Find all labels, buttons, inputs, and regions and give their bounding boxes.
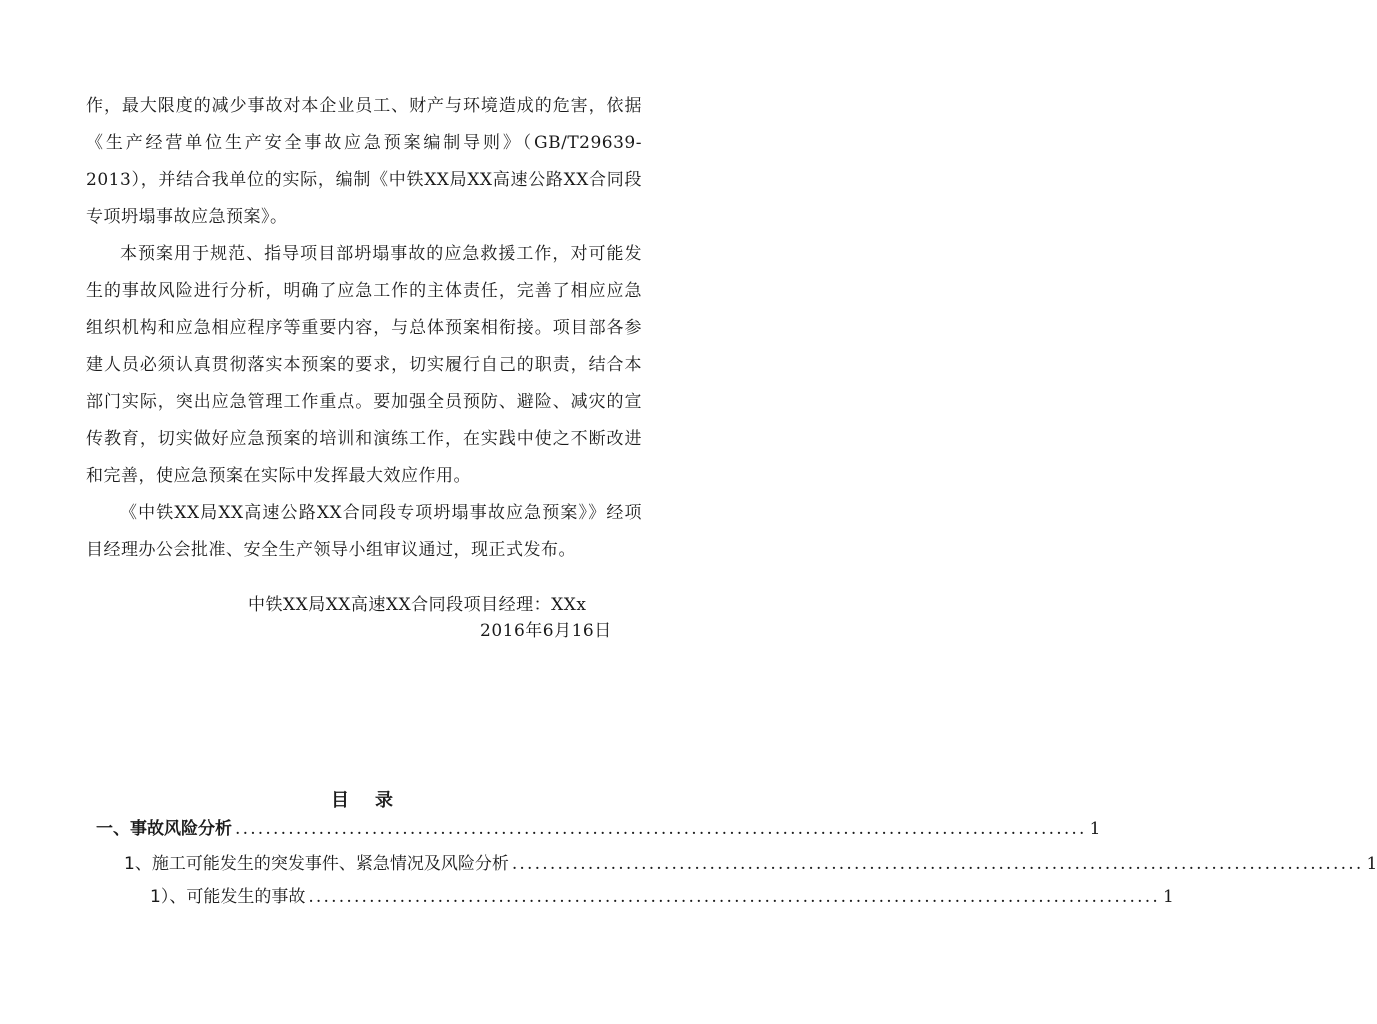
- toc-leader-dots: ................................................................................................................: [511, 854, 1364, 874]
- toc-leader-dots: ................................................................................................................: [308, 887, 1160, 907]
- body-paragraph-3: 《中铁XX局XX高速公路XX合同段专项坍塌事故应急预案》》经项目经理办公会批准、安全生产领导小组审议通过，现正式发布。: [86, 503, 642, 560]
- toc-page-number: 1: [1089, 819, 1101, 839]
- toc-leader-dots: ................................................................................................................: [235, 819, 1087, 839]
- toc-entry-label: 一、事故风险分析: [96, 819, 232, 839]
- signature-manager-text: 中铁XX局XX高速XX合同段项目经理：XXx: [248, 595, 587, 615]
- toc-page-number: 1: [1366, 854, 1377, 874]
- toc-page-number: 1: [1162, 887, 1174, 907]
- signature-date-text: 2016年6月16日: [480, 621, 612, 641]
- toc-entry-2[interactable]: [124, 850, 1377, 878]
- body-paragraph-2: 本预案用于规范、指导项目部坍塌事故的应急救援工作，对可能发生的事故风险进行分析，明确了应急工作的主体责任，完善了相应应急组织机构和应急相应程序等重要内容，与总体预案相衔接。项目部各参建人员必须认真贯彻落实本预案的要求，切实履行自己的职责，结合本部门实际，突出应急管理工作重点。要加强全员预防、避险、减灾的宣传教育，切实做好应急预案的培训和演练工作，在实践中使之不断改进和完善，使应急预案在实际中发挥最大效应作用。: [86, 244, 642, 486]
- toc-entry-3[interactable]: [150, 883, 1174, 911]
- toc-entry-label: 1、施工可能发生的突发事件、紧急情况及风险分析: [124, 854, 509, 874]
- toc-entry-1[interactable]: [96, 815, 1101, 843]
- toc-entry-label: 1）、可能发生的事故: [150, 887, 306, 907]
- toc-title: 目录: [331, 790, 419, 811]
- body-paragraph-1: 作，最大限度的减少事故对本企业员工、财产与环境造成的危害，依据《生产经营单位生产安全事故应急预案编制导则》（GB/T29639-2013），并结合我单位的实际，编制《中铁XX局XX高速公路XX合同段专项坍塌事故应急预案》。: [86, 96, 642, 227]
